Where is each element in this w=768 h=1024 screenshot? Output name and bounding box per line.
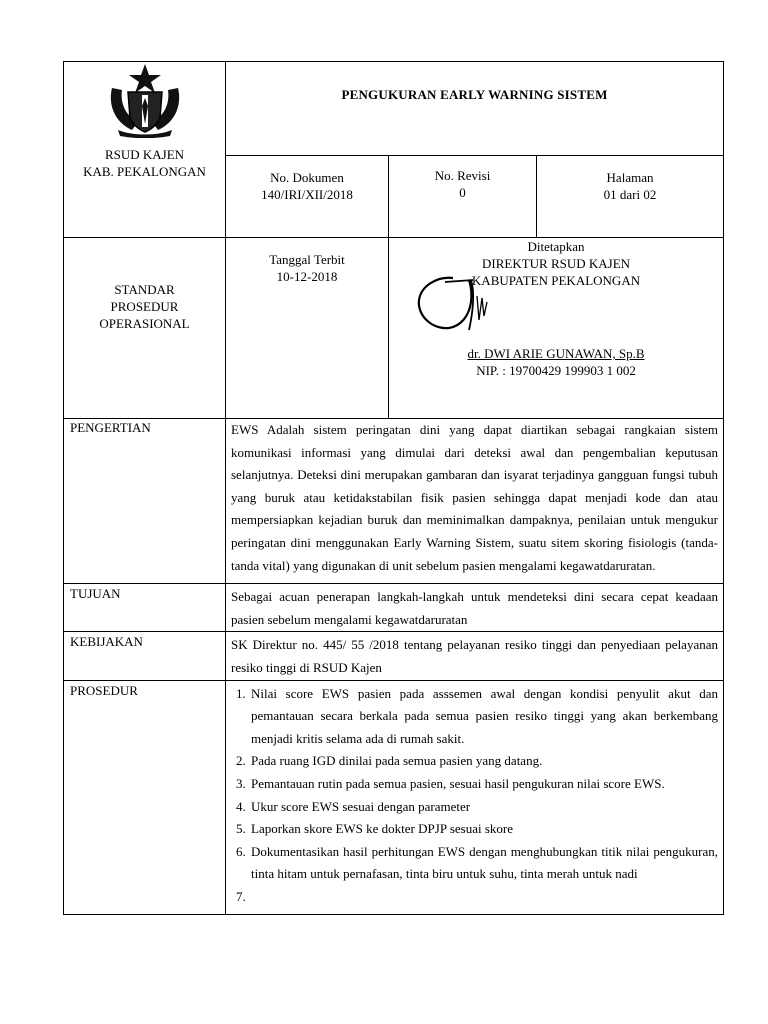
sop-line-3: OPERASIONAL (99, 316, 190, 331)
prosedur-label: PROSEDUR (64, 680, 226, 915)
approver-nip: NIP. : 19700429 199903 1 002 (476, 363, 636, 378)
prosedur-item: 5. Laporkan skore EWS ke dokter DPJP sesuai skore (249, 818, 718, 841)
page-label: Halaman (606, 170, 654, 185)
approval-cell (389, 238, 724, 419)
prosedur-item: 2. Pada ruang IGD dinilai pada semua pasien yang datang. (249, 750, 718, 773)
doc-number-label: No. Dokumen (270, 170, 344, 185)
pengertian-text: EWS Adalah sistem peringatan dini yang dapat diartikan sebagai rangkaian sistem komunikasi informasi yang dimulai dari deteksi awal dan pengembalian keputusan selanjutnya. Deteksi dini merupakan gambaran dan isyarat terjadinya gangguan fungsi tubuh yang buruk atau ketidakstabilan fisik pasien sehingga dapat menjadi kode dan atau mempersiapkan kejadian buruk dan meminimalkan dampaknya, penilaian untuk mengukur peringatan dini menggunakan Early Warning Sistem, suatu sitem skoring fisiologis (tanda-tanda vital) yang digunakan di unit sebelum pasien mengalami kegawatdaruratan. (226, 419, 724, 584)
section-tujuan (64, 584, 724, 632)
prosedur-item: 6. Dokumentasikan hasil perhitungan EWS dengan menghubungkan titik nilai pengukuran, tinta hitam untuk pernafasan, tinta biru untuk suhu, tinta merah untuk nadi (249, 841, 718, 886)
doc-number-cell (226, 156, 389, 238)
prosedur-list (226, 683, 718, 909)
tujuan-text: Sebagai acuan penerapan langkah-langkah untuk mendeteksi dini secara cepat keadaan pasien sebelum mengalami kegawatdaruratan (226, 584, 724, 632)
signature-icon (415, 272, 515, 334)
institution-region: KAB. PEKALONGAN (83, 164, 206, 179)
issue-date-cell (226, 238, 389, 419)
sop-line-2: PROSEDUR (110, 299, 179, 314)
prosedur-content (226, 680, 724, 915)
prosedur-item: 1. Nilai score EWS pasien pada asssemen awal dengan kondisi penyulit akut dan pemantauan secara berkala pada semua pasien resiko tinggi yang akan berkembang menjadi kritis selama ada di rumah sakit. (249, 683, 718, 751)
sop-line-1: STANDAR (114, 282, 175, 297)
issue-date-label: Tanggal Terbit (269, 252, 345, 267)
revision-cell (389, 156, 537, 238)
doc-number-value: 140/IRI/XII/2018 (261, 187, 353, 202)
kebijakan-text: SK Direktur no. 445/ 55 /2018 tentang pelayanan resiko tinggi dan penyediaan pelayanan resiko tinggi di RSUD Kajen (226, 632, 724, 680)
approver-title-2: KABUPATEN PEKALONGAN (471, 273, 641, 288)
page-value: 01 dari 02 (603, 187, 657, 202)
prosedur-item (249, 886, 718, 909)
approver-name: dr. DWI ARIE GUNAWAN, Sp.B (467, 346, 645, 361)
document-header (63, 61, 724, 419)
prosedur-item: 3. Pemantauan rutin pada semua pasien, sesuai hasil pengukuran nilai score EWS. (249, 773, 718, 796)
sop-type-cell (64, 238, 226, 419)
approved-label: Ditetapkan (527, 239, 585, 254)
kebijakan-label: KEBIJAKAN (64, 632, 226, 680)
revision-label: No. Revisi (434, 168, 491, 183)
sop-content-table (63, 418, 724, 915)
tujuan-label: TUJUAN (64, 584, 226, 632)
revision-value: 0 (459, 185, 466, 200)
emblem-icon (104, 62, 186, 138)
approver-title-1: DIREKTUR RSUD KAJEN (481, 256, 631, 271)
prosedur-item: 4. Ukur score EWS sesuai dengan parameter (249, 796, 718, 819)
institution-cell (64, 62, 226, 238)
section-pengertian (64, 419, 724, 584)
section-prosedur (64, 680, 724, 915)
page-cell (537, 156, 724, 238)
sop-document (63, 61, 723, 915)
document-title: PENGUKURAN EARLY WARNING SISTEM (226, 62, 724, 156)
issue-date-value: 10-12-2018 (276, 269, 338, 284)
pengertian-label: PENGERTIAN (64, 419, 226, 584)
section-kebijakan (64, 632, 724, 680)
institution-name: RSUD KAJEN (104, 147, 185, 162)
